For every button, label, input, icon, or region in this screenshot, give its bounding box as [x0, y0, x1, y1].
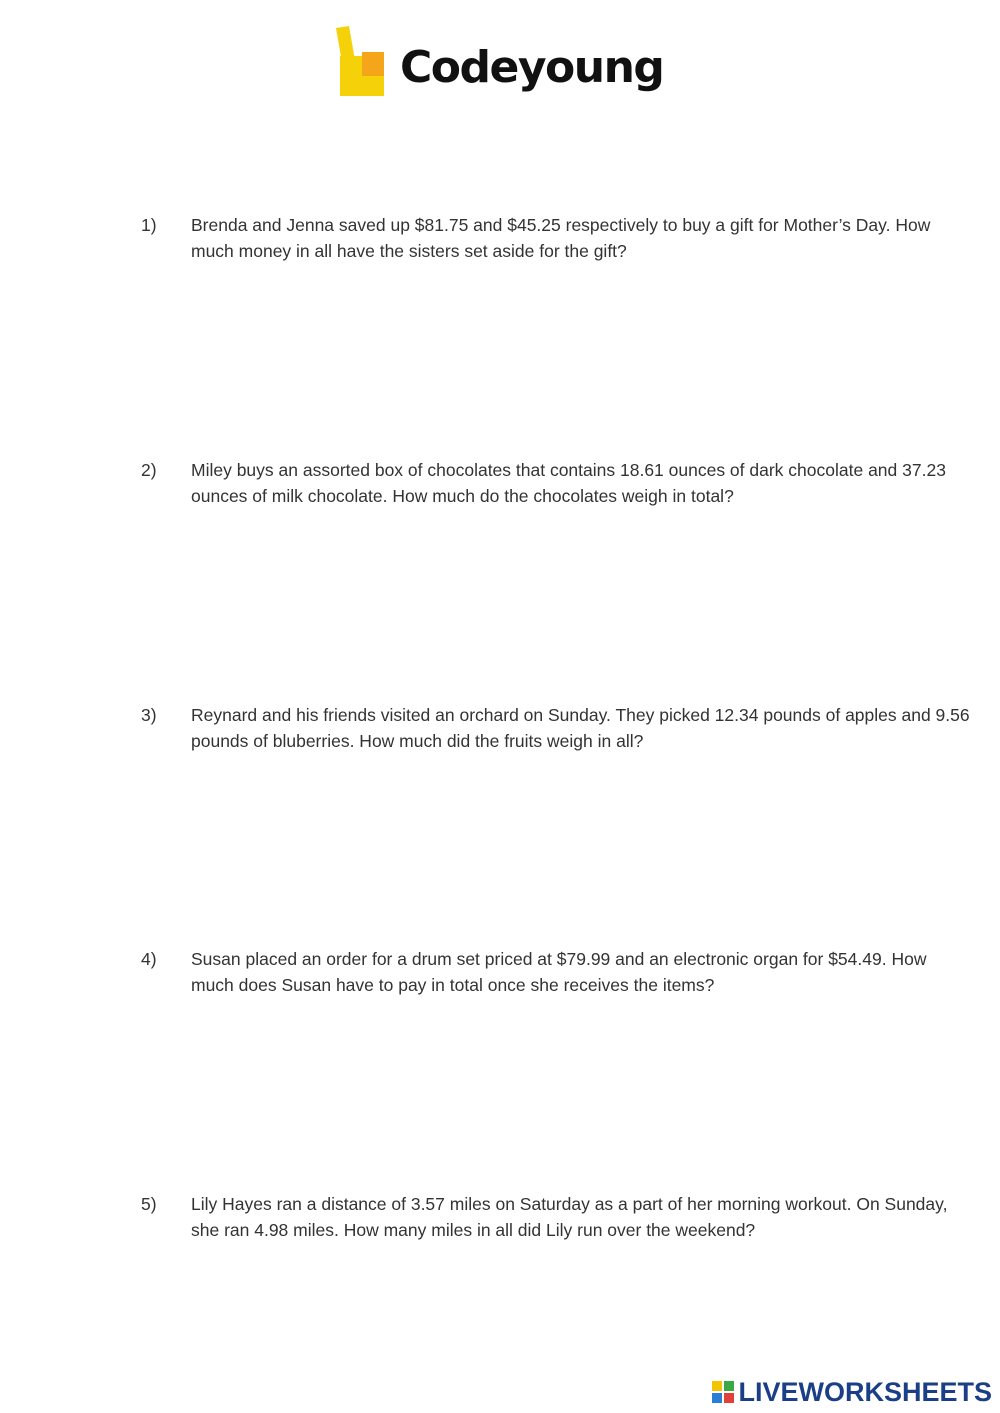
question-text: Reynard and his friends visited an orchard on Sunday. They picked 12.34 pounds of apples and 9.56 pounds of bluberries. How much did the fruits weigh in all?: [191, 705, 970, 751]
question-number: 4): [141, 949, 157, 969]
liveworksheets-label: LIVEWORKSHEETS: [738, 1376, 992, 1407]
question-number: 5): [141, 1194, 157, 1214]
codeyoung-logo: [332, 26, 672, 106]
question-text: Susan placed an order for a drum set priced at $79.99 and an electronic organ for $54.49. How much does Susan have to pay in total once she receives the items?: [191, 949, 927, 995]
question-number: 2): [141, 460, 157, 480]
question-text: Brenda and Jenna saved up $81.75 and $45.25 respectively to buy a gift for Mother’s Day. How much money in all have the sisters set aside for the gift?: [191, 215, 931, 261]
question-number: 3): [141, 705, 157, 725]
liveworksheets-brand: [712, 1377, 992, 1407]
brand-name: Codeyoung: [400, 42, 664, 93]
liveworksheets-logo-icon: [712, 1381, 734, 1403]
codeyoung-logo-icon: [332, 26, 392, 98]
question-text: Lily Hayes ran a distance of 3.57 miles on Saturday as a part of her morning workout. On Sunday, she ran 4.98 miles. How many miles in all did Lily run over the weekend?: [191, 1194, 948, 1240]
question-text: Miley buys an assorted box of chocolates that contains 18.61 ounces of dark chocolate and 37.23 ounces of milk chocolate. How much do the chocolates weigh in total?: [191, 460, 946, 506]
question-number: 1): [141, 215, 157, 235]
